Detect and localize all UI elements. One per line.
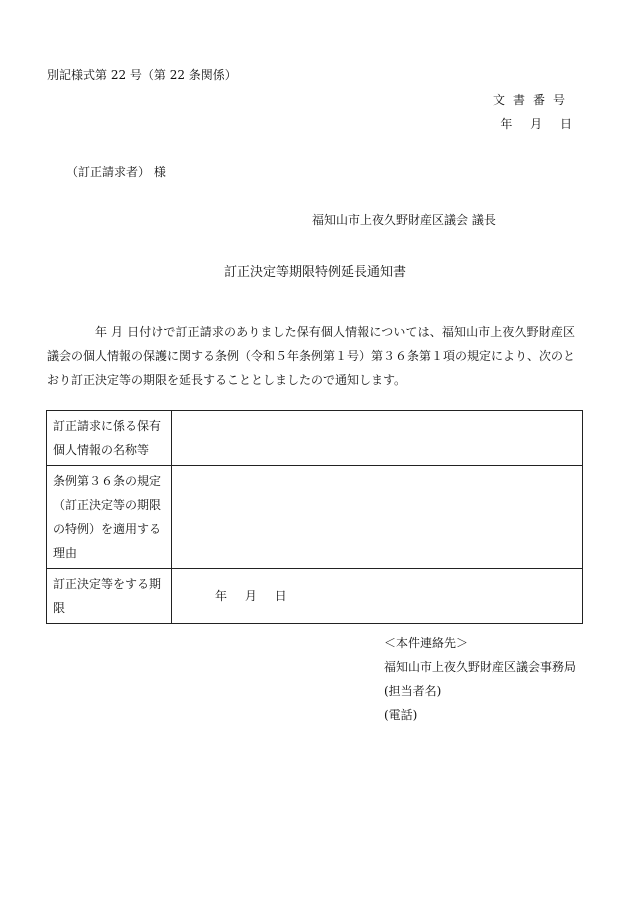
- form-number: 別記様式第 22 号（第 22 条関係）: [47, 68, 237, 82]
- issue-date: 年 月 日: [500, 117, 572, 131]
- contact-person: (担当者名): [384, 684, 442, 698]
- document-number: 文書番号: [492, 93, 573, 107]
- body-paragraph: 年 月 日付けで訂正請求のありました保有個人情報については、福知山市上夜久野財産区議会の個人情報の保護に関する条例（令和５年条例第１号）第３６条第１項の規定により、次のとおり訂正決定等の期限を延長することとしましたので通知します。: [47, 325, 576, 387]
- sender: 福知山市上夜久野財産区議会 議長: [312, 213, 496, 227]
- info-table: [46, 410, 583, 624]
- table-label-deadline: 訂正決定等をする期限: [47, 569, 172, 624]
- table-label-info-name: 訂正請求に係る保有個人情報の名称等: [47, 411, 172, 466]
- table-label-reason: 条例第３６条の規定（訂正決定等の期限の特例）を適用する理由: [47, 466, 172, 569]
- table-row: [47, 569, 583, 624]
- contact-heading: ＜本件連絡先＞: [384, 636, 469, 650]
- table-value-info-name: [172, 411, 583, 466]
- contact-block: [384, 631, 576, 727]
- contact-office: 福知山市上夜久野財産区議会事務局: [384, 660, 577, 674]
- document-title: 訂正決定等期限特例延長通知書: [223, 265, 406, 280]
- table-value-deadline: 年 月 日: [172, 569, 583, 624]
- table-row: [47, 411, 583, 466]
- contact-phone: (電話): [384, 708, 418, 722]
- table-row: [47, 466, 583, 569]
- recipient: （訂正請求者） 様: [66, 165, 166, 179]
- table-value-reason: [172, 466, 583, 569]
